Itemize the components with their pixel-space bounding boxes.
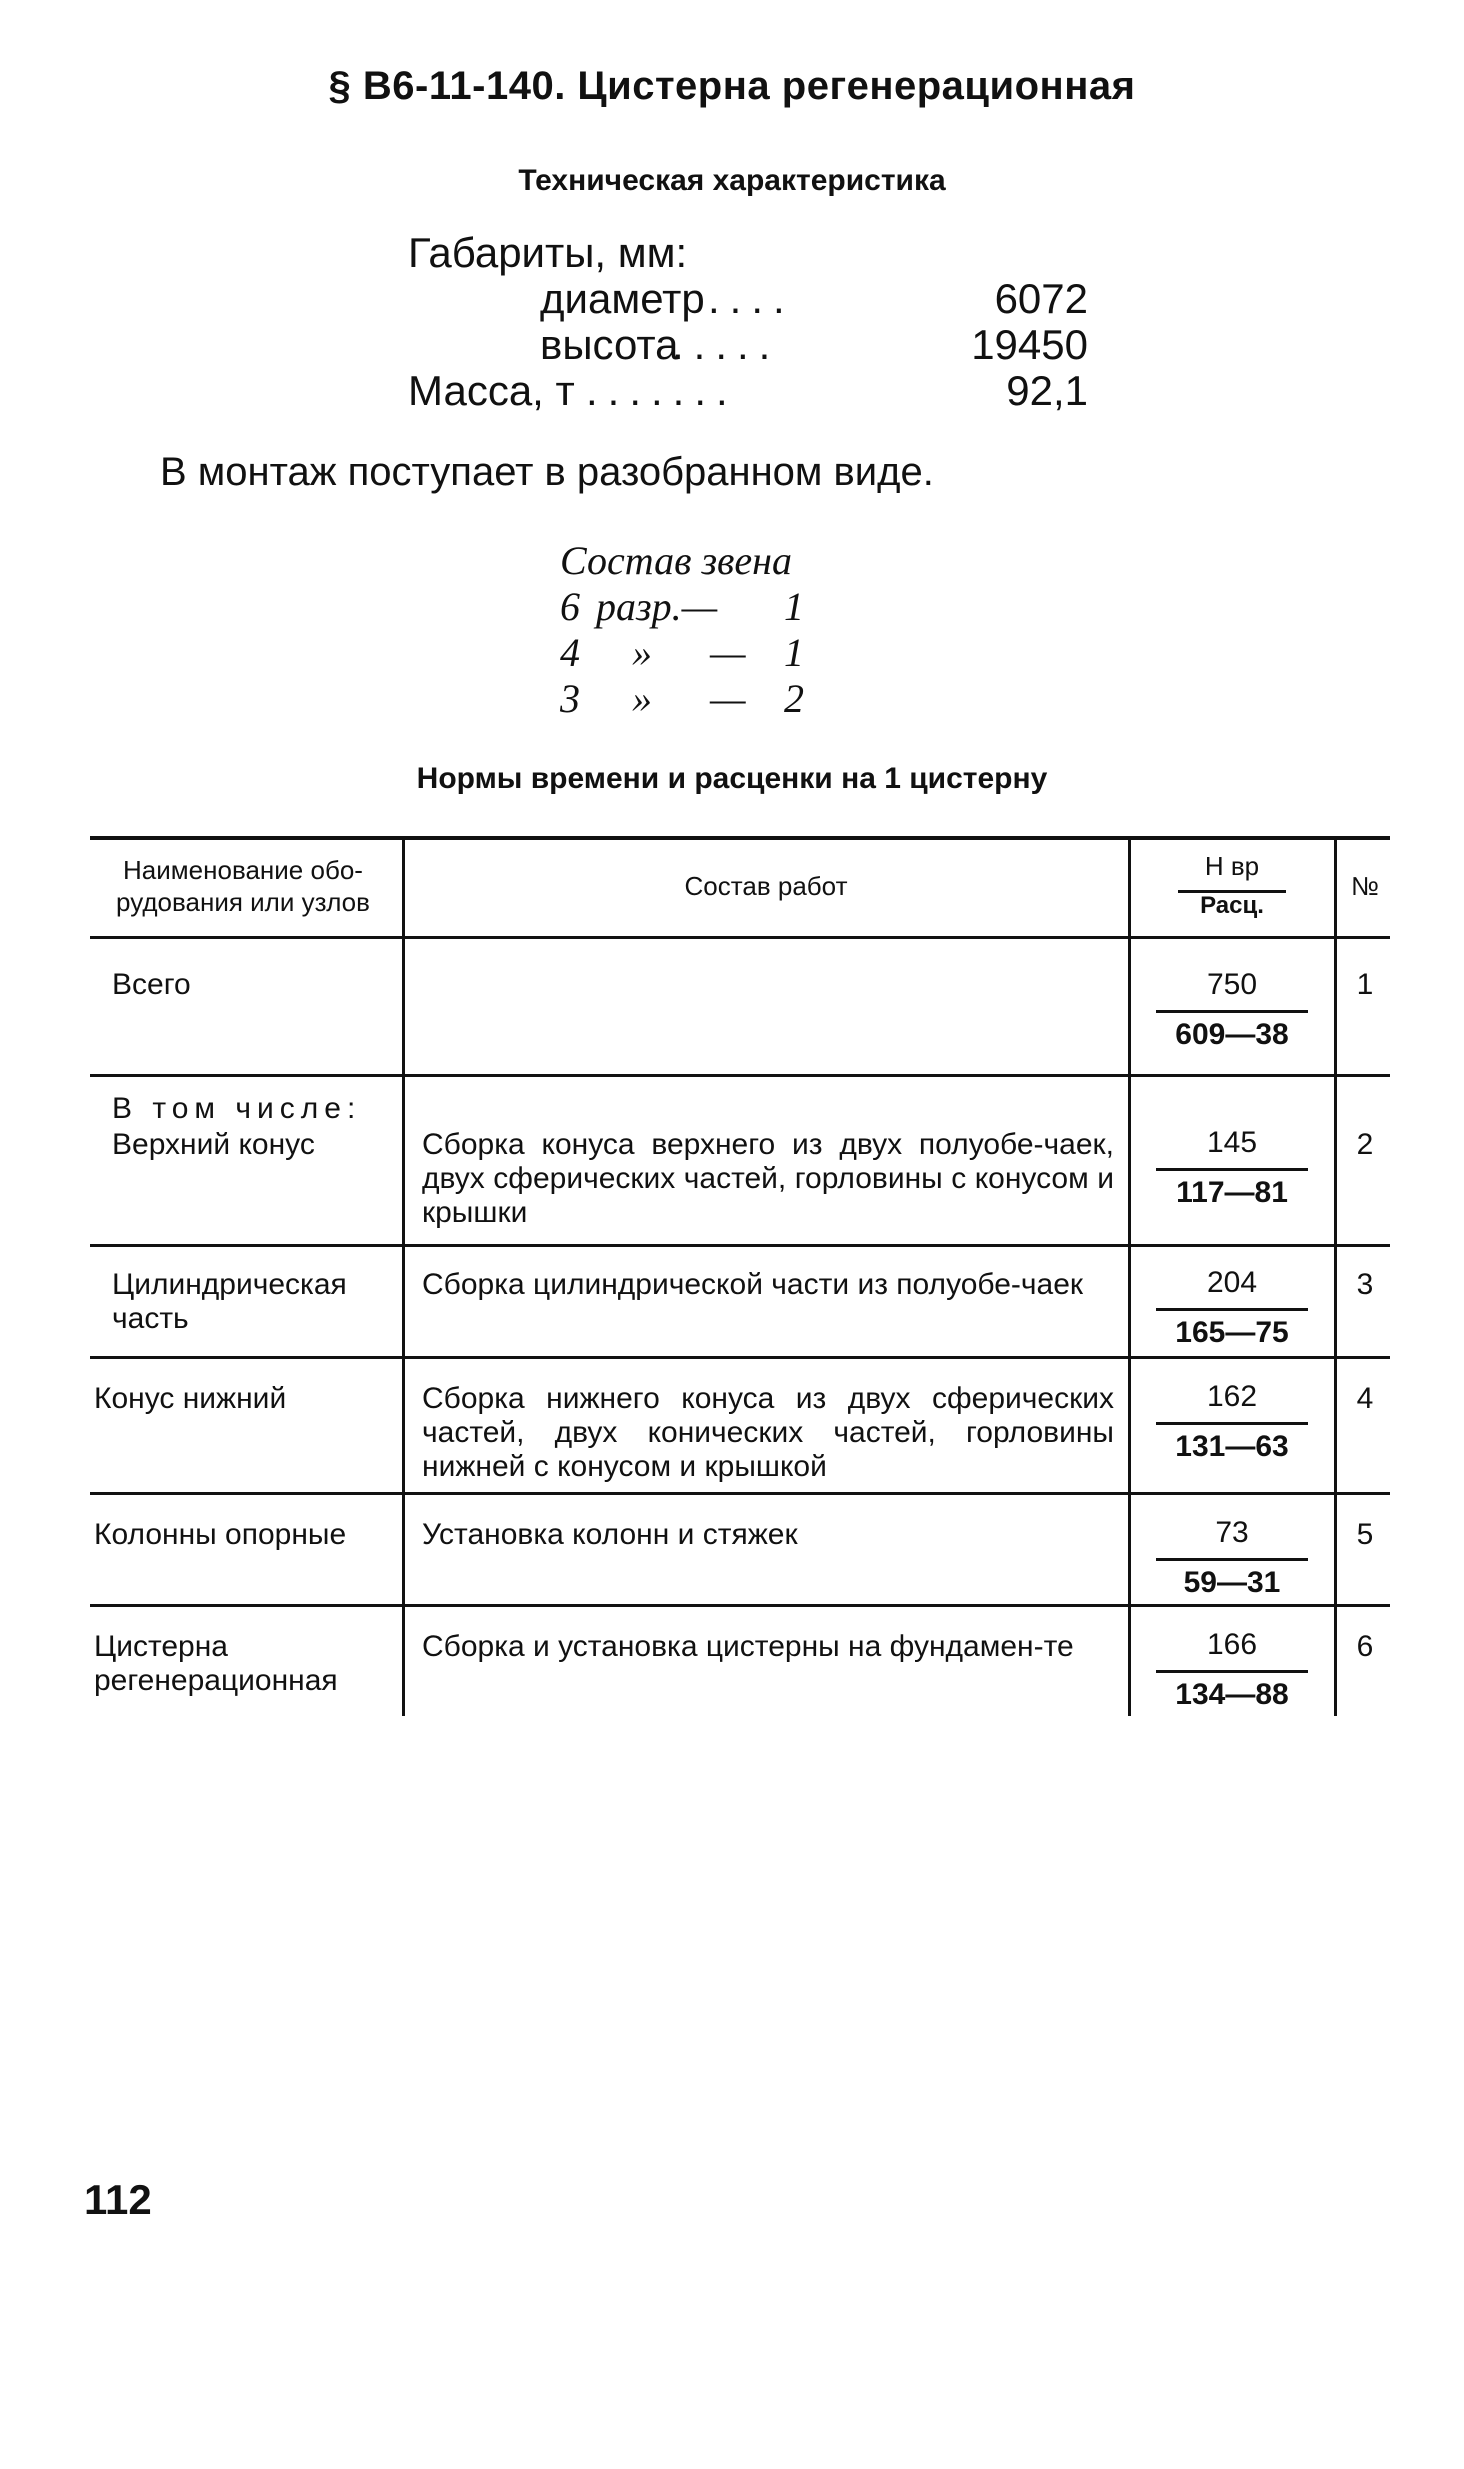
specs-block (408, 230, 1088, 414)
row-number: 6 (1356, 1630, 1374, 1663)
row-norm: 145 (1206, 1126, 1258, 1159)
row-number: 1 (1356, 968, 1374, 1001)
norm-rate (1134, 1266, 1330, 1356)
diameter-value: 6072 (994, 275, 1088, 322)
dot-leader: ..... (672, 321, 781, 368)
norms-heading: Нормы времени и расценки на 1 цистерну (416, 762, 1048, 795)
fraction-bar (1156, 1558, 1308, 1561)
row-number: 5 (1356, 1518, 1374, 1551)
norm-rate (1134, 1380, 1330, 1470)
fraction-bar (1156, 1422, 1308, 1425)
crew-unit: » (632, 630, 652, 675)
total-label: Всего (112, 968, 191, 1001)
table-rule (90, 1074, 1390, 1077)
fraction-bar (1156, 1168, 1308, 1171)
header-work: Состав работ (684, 871, 848, 901)
assembly-note: В монтаж поступает в разобранном виде. (160, 450, 934, 494)
table-rule-header (90, 936, 1390, 939)
row-norm: 166 (1206, 1628, 1258, 1661)
spec-mass (408, 368, 1088, 414)
page-number: 112 (84, 2176, 152, 2223)
row-rate: 131—63 (1175, 1430, 1289, 1463)
fraction-bar (1156, 1010, 1308, 1013)
work-description: Установка колонн и стяжек (422, 1518, 798, 1551)
mass-value: 92,1 (1006, 367, 1088, 414)
row-rate: 117—81 (1176, 1176, 1288, 1209)
crew-count: 1 (784, 630, 804, 675)
equipment-name: Цилиндрическая часть (112, 1268, 347, 1335)
row-number: 2 (1356, 1128, 1374, 1161)
crew-title-row (560, 538, 900, 584)
crew-block (560, 538, 900, 722)
including-label: В том числе: (112, 1092, 362, 1125)
crew-dash: — (710, 630, 746, 675)
row-rate: 134—88 (1175, 1678, 1289, 1711)
fraction-bar (1156, 1670, 1308, 1673)
table-rule (90, 1356, 1390, 1359)
crew-row (560, 584, 900, 630)
row-norm: 162 (1206, 1380, 1258, 1413)
table-rule (90, 1492, 1390, 1495)
fraction-bar (1156, 1308, 1308, 1311)
total-norm-rate (1134, 968, 1330, 1058)
equipment-name: Колонны опорные (94, 1518, 347, 1551)
table-col-rule (402, 836, 405, 1716)
work-description: Сборка и установка цистерны на фундамен-те (422, 1630, 1074, 1663)
norm-rate (1134, 1516, 1330, 1606)
diameter-label: диаметр (540, 275, 705, 322)
crew-grade: 3 (560, 676, 580, 721)
spec-dimensions (408, 230, 1088, 276)
equipment-name: Цистерна регенерационная (94, 1630, 338, 1697)
header-number: № (1351, 871, 1379, 901)
work-description: Сборка нижнего конуса из двух сферических частей, двух конических частей, горловины нижней с конусом и крышкой (422, 1382, 1114, 1483)
spec-height (408, 322, 1088, 368)
norm-rate (1134, 1126, 1330, 1216)
header-equipment: Наименование обо-рудования или узлов (116, 855, 370, 917)
row-norm: 204 (1206, 1266, 1258, 1299)
row-norm: 73 (1215, 1516, 1249, 1549)
crew-grade: 4 (560, 630, 580, 675)
crew-unit: разр.— (596, 584, 718, 629)
dot-leader: ....... (586, 367, 738, 414)
crew-count: 1 (784, 584, 804, 629)
crew-count: 2 (784, 676, 804, 721)
norm-rate (1134, 1628, 1330, 1716)
work-description: Сборка конуса верхнего из двух полуобе-чаек, двух сферических частей, горловины с конусом и крышки (422, 1128, 1114, 1229)
dimensions-label: Габариты, мм: (408, 229, 688, 276)
mass-label: Масса, т (408, 367, 575, 414)
page-title: § В6-11-140. Цистерна регенерационная (328, 64, 1136, 108)
norms-table (90, 836, 1390, 1716)
row-number: 4 (1356, 1382, 1374, 1415)
height-label: высота (540, 321, 679, 368)
row-rate: 59—31 (1183, 1566, 1281, 1599)
crew-row (560, 676, 900, 722)
crew-row (560, 630, 900, 676)
crew-grade: 6 (560, 584, 580, 629)
equipment-name: Верхний конус (112, 1128, 315, 1161)
table-rule (90, 1244, 1390, 1247)
height-value: 19450 (971, 321, 1088, 368)
header-rate: Расц. (1200, 892, 1264, 919)
tech-specs-heading: Техническая характеристика (518, 164, 946, 197)
row-rate: 165—75 (1175, 1316, 1289, 1349)
total-rate: 609—38 (1175, 1018, 1289, 1051)
row-number: 3 (1356, 1268, 1374, 1301)
total-norm: 750 (1206, 968, 1258, 1001)
header-norm-rate (1134, 850, 1330, 930)
crew-title: Состав звена (560, 538, 793, 583)
crew-unit: » (632, 676, 652, 721)
header-norm: Н вр (1204, 851, 1260, 881)
spec-diameter (408, 276, 1088, 322)
dot-leader: .... (708, 275, 795, 322)
table-col-rule (1334, 836, 1337, 1716)
equipment-name: Конус нижний (94, 1382, 287, 1415)
table-col-rule (1128, 836, 1131, 1716)
work-description: Сборка цилиндрической части из полуобе-чаек (422, 1268, 1084, 1301)
table-rule-top (90, 836, 1390, 840)
crew-dash: — (710, 676, 746, 721)
